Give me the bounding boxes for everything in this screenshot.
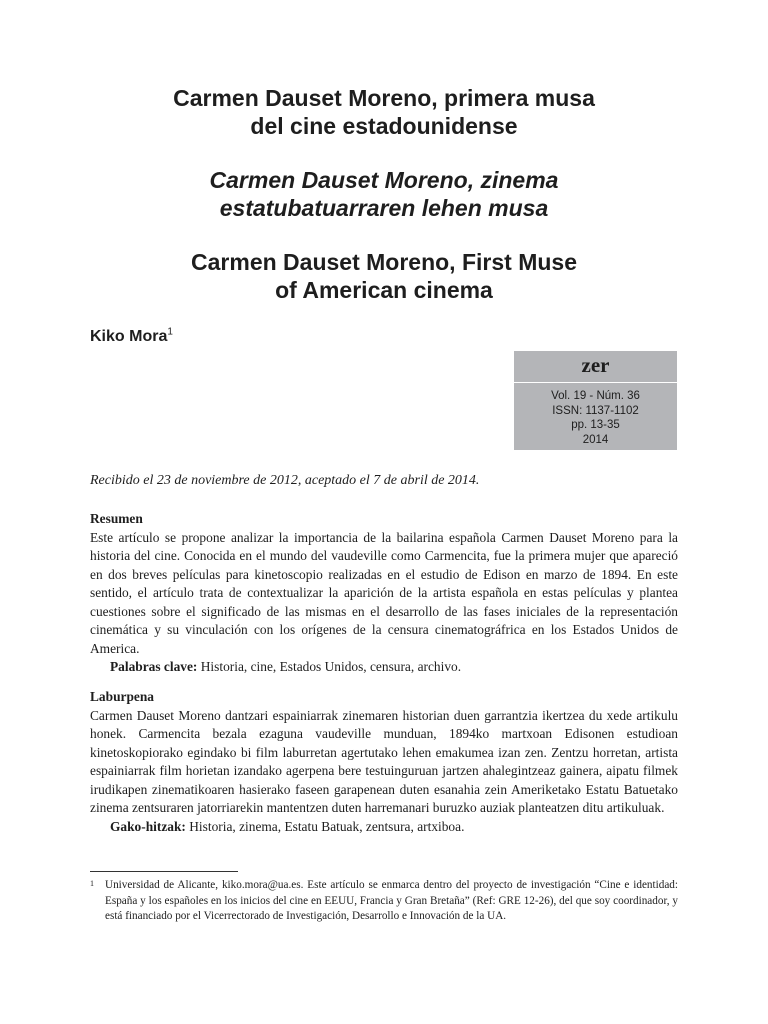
author (90, 328, 173, 346)
abstract-spanish-body: Este artículo se propone analizar la importancia de la bailarina española Carmen Dauset Moreno para la historia del cine. Conocida en el mundo del vaudeville como Carmencita, fue la primera mujer que apareció en dos breves películas para kinetoscopio realizadas en el estudio de Edison en marzo de 1894. En este sentido, el artículo trata de contextualizar la aparición de la artista española en estas películas y plantea cuestiones sobre el significado de las mismas en el desarrollo de las fases iniciales de la representación cinemática y su vinculación con los orígenes de la censura cinematográfrica en los Estados Unidos de America. (90, 529, 678, 656)
abstract-basque-heading: Laburpena (90, 689, 154, 704)
title-spanish (90, 84, 678, 140)
journal-logo: zer (581, 353, 610, 377)
title-block (90, 84, 678, 304)
title-basque-line1: Carmen Dauset Moreno, zinema (209, 167, 559, 193)
footnote (90, 878, 678, 925)
journal-issn: ISSN: 1137-1102 (552, 404, 639, 417)
title-spanish-line1: Carmen Dauset Moreno, primera musa (173, 85, 595, 111)
journal-year: 2014 (582, 433, 609, 446)
abstract-basque (90, 688, 678, 836)
abstract-spanish-heading: Resumen (90, 511, 143, 526)
footnote-divider (90, 871, 238, 872)
title-spanish-line2: del cine estadounidense (250, 113, 518, 139)
journal-pages: pp. 13-35 (571, 419, 620, 431)
journal-volume: Vol. 19 - Núm. 36 (551, 390, 640, 402)
author-footnote-ref: 1 (167, 326, 173, 338)
title-english (90, 248, 678, 304)
footnote-text: Universidad de Alicante, kiko.mora@ua.es. Este artículo se enmarca dentro del proyecto de investigación “Cine e identidad: España y los españoles en los inicios del cine en EEUU, Francia y Gran Bretaña” (Ref: GRE 12-26), del que soy coordinador, y está financiado por el Vicerrectorado de Investigación, Desarrollo e Innovación de la UA. (105, 879, 678, 922)
footnote-number: 1 (90, 879, 94, 888)
journal-info-box (514, 351, 677, 450)
received-date: Recibido el 23 de noviembre de 2012, aceptado el 7 de abril de 2014. (90, 473, 480, 488)
keywords-basque (90, 818, 678, 837)
title-english-line2: of American cinema (275, 277, 493, 303)
abstract-basque-body: Carmen Dauset Moreno dantzari espainiarrak zinemaren historian duen garrantzia ikertzea du xede artikulu honek. Carmencita bezala ezaguna vaudeville munduan, 1894ko martxoan Edisonen estudioan kinetoskopiorako egindako bi film laburretan agertutako lehen emakumea izan zen. Zentzu horretan, artista espainiarrak film horietan izandako agerpena bere testuinguruan jartzen ahalegintzeaz gainera, aipatu filmek irudikapen zinematikoaren hasierako faseen garapenean duten esanahia zein Ameriketako Estatu Batuetako zinema zentsuraren jatorriarekin mantentzen duten harremanari buruzko auziak planteatzen ditu artikuluak. (90, 707, 678, 815)
keywords-spanish-label: Palabras clave: (110, 659, 198, 674)
author-name: Kiko Mora (90, 328, 168, 345)
keywords-spanish (90, 658, 678, 677)
keywords-basque-label: Gako-hitzak: (110, 818, 186, 834)
title-english-line1: Carmen Dauset Moreno, First Muse (191, 249, 577, 275)
title-basque-line2: estatubatuarraren lehen musa (219, 195, 549, 221)
title-basque (90, 166, 678, 222)
keywords-spanish-values: Historia, cine, Estados Unidos, censura, archivo. (200, 659, 462, 674)
keywords-basque-values: Historia, zinema, Estatu Batuak, zentsura, artxiboa. (189, 818, 465, 834)
journal-box-divider (514, 382, 677, 383)
journal-meta (514, 389, 677, 447)
abstract-spanish (90, 510, 678, 677)
